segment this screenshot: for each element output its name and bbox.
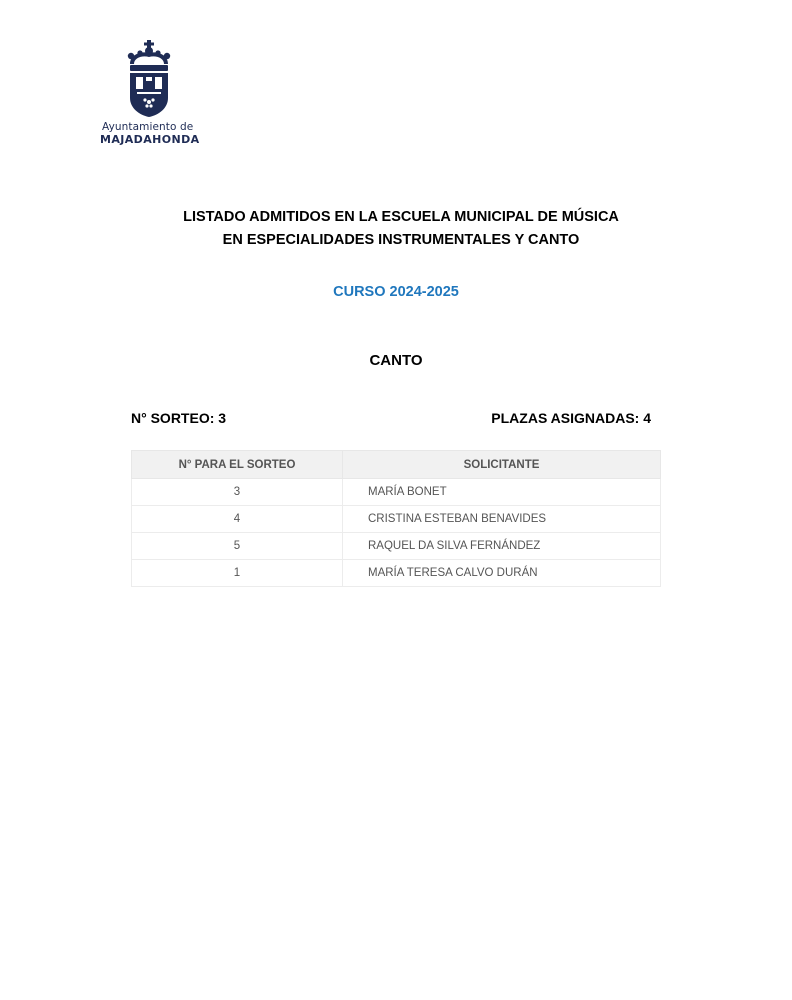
section-heading: CANTO	[369, 352, 423, 369]
row-applicant: MARÍA TERESA CALVO DURÁN	[343, 560, 661, 587]
document-title-line2: EN ESPECIALIDADES INSTRUMENTALES Y CANTO	[222, 232, 580, 248]
row-number: 3	[132, 479, 343, 506]
row-number: 5	[132, 533, 343, 560]
logo-text-line2: MAJADAHONDA	[100, 133, 200, 146]
sorteo-number: N° SORTEO: 3	[131, 410, 227, 426]
table-row	[132, 533, 661, 560]
row-applicant: CRISTINA ESTEBAN BENAVIDES	[343, 506, 661, 533]
column-header-number: N° PARA EL SORTEO	[132, 451, 343, 479]
municipal-logo	[100, 40, 204, 146]
assigned-places: PLAZAS ASIGNADAS: 4	[491, 410, 651, 426]
row-applicant: RAQUEL DA SILVA FERNÁNDEZ	[343, 533, 661, 560]
table-header-row	[132, 451, 661, 479]
column-header-applicant: SOLICITANTE	[343, 451, 661, 479]
coat-of-arms-icon	[126, 40, 172, 118]
table-row	[132, 506, 661, 533]
document-title-line1: LISTADO ADMITIDOS EN LA ESCUELA MUNICIPAL DE MÚSICA	[183, 209, 619, 225]
row-number: 4	[132, 506, 343, 533]
course-year: CURSO 2024-2025	[333, 284, 459, 300]
table-row	[132, 560, 661, 587]
table-row	[132, 479, 661, 506]
admitted-table	[131, 450, 661, 587]
logo-text-line1: Ayuntamiento de	[102, 121, 194, 133]
row-applicant: MARÍA BONET	[343, 479, 661, 506]
row-number: 1	[132, 560, 343, 587]
